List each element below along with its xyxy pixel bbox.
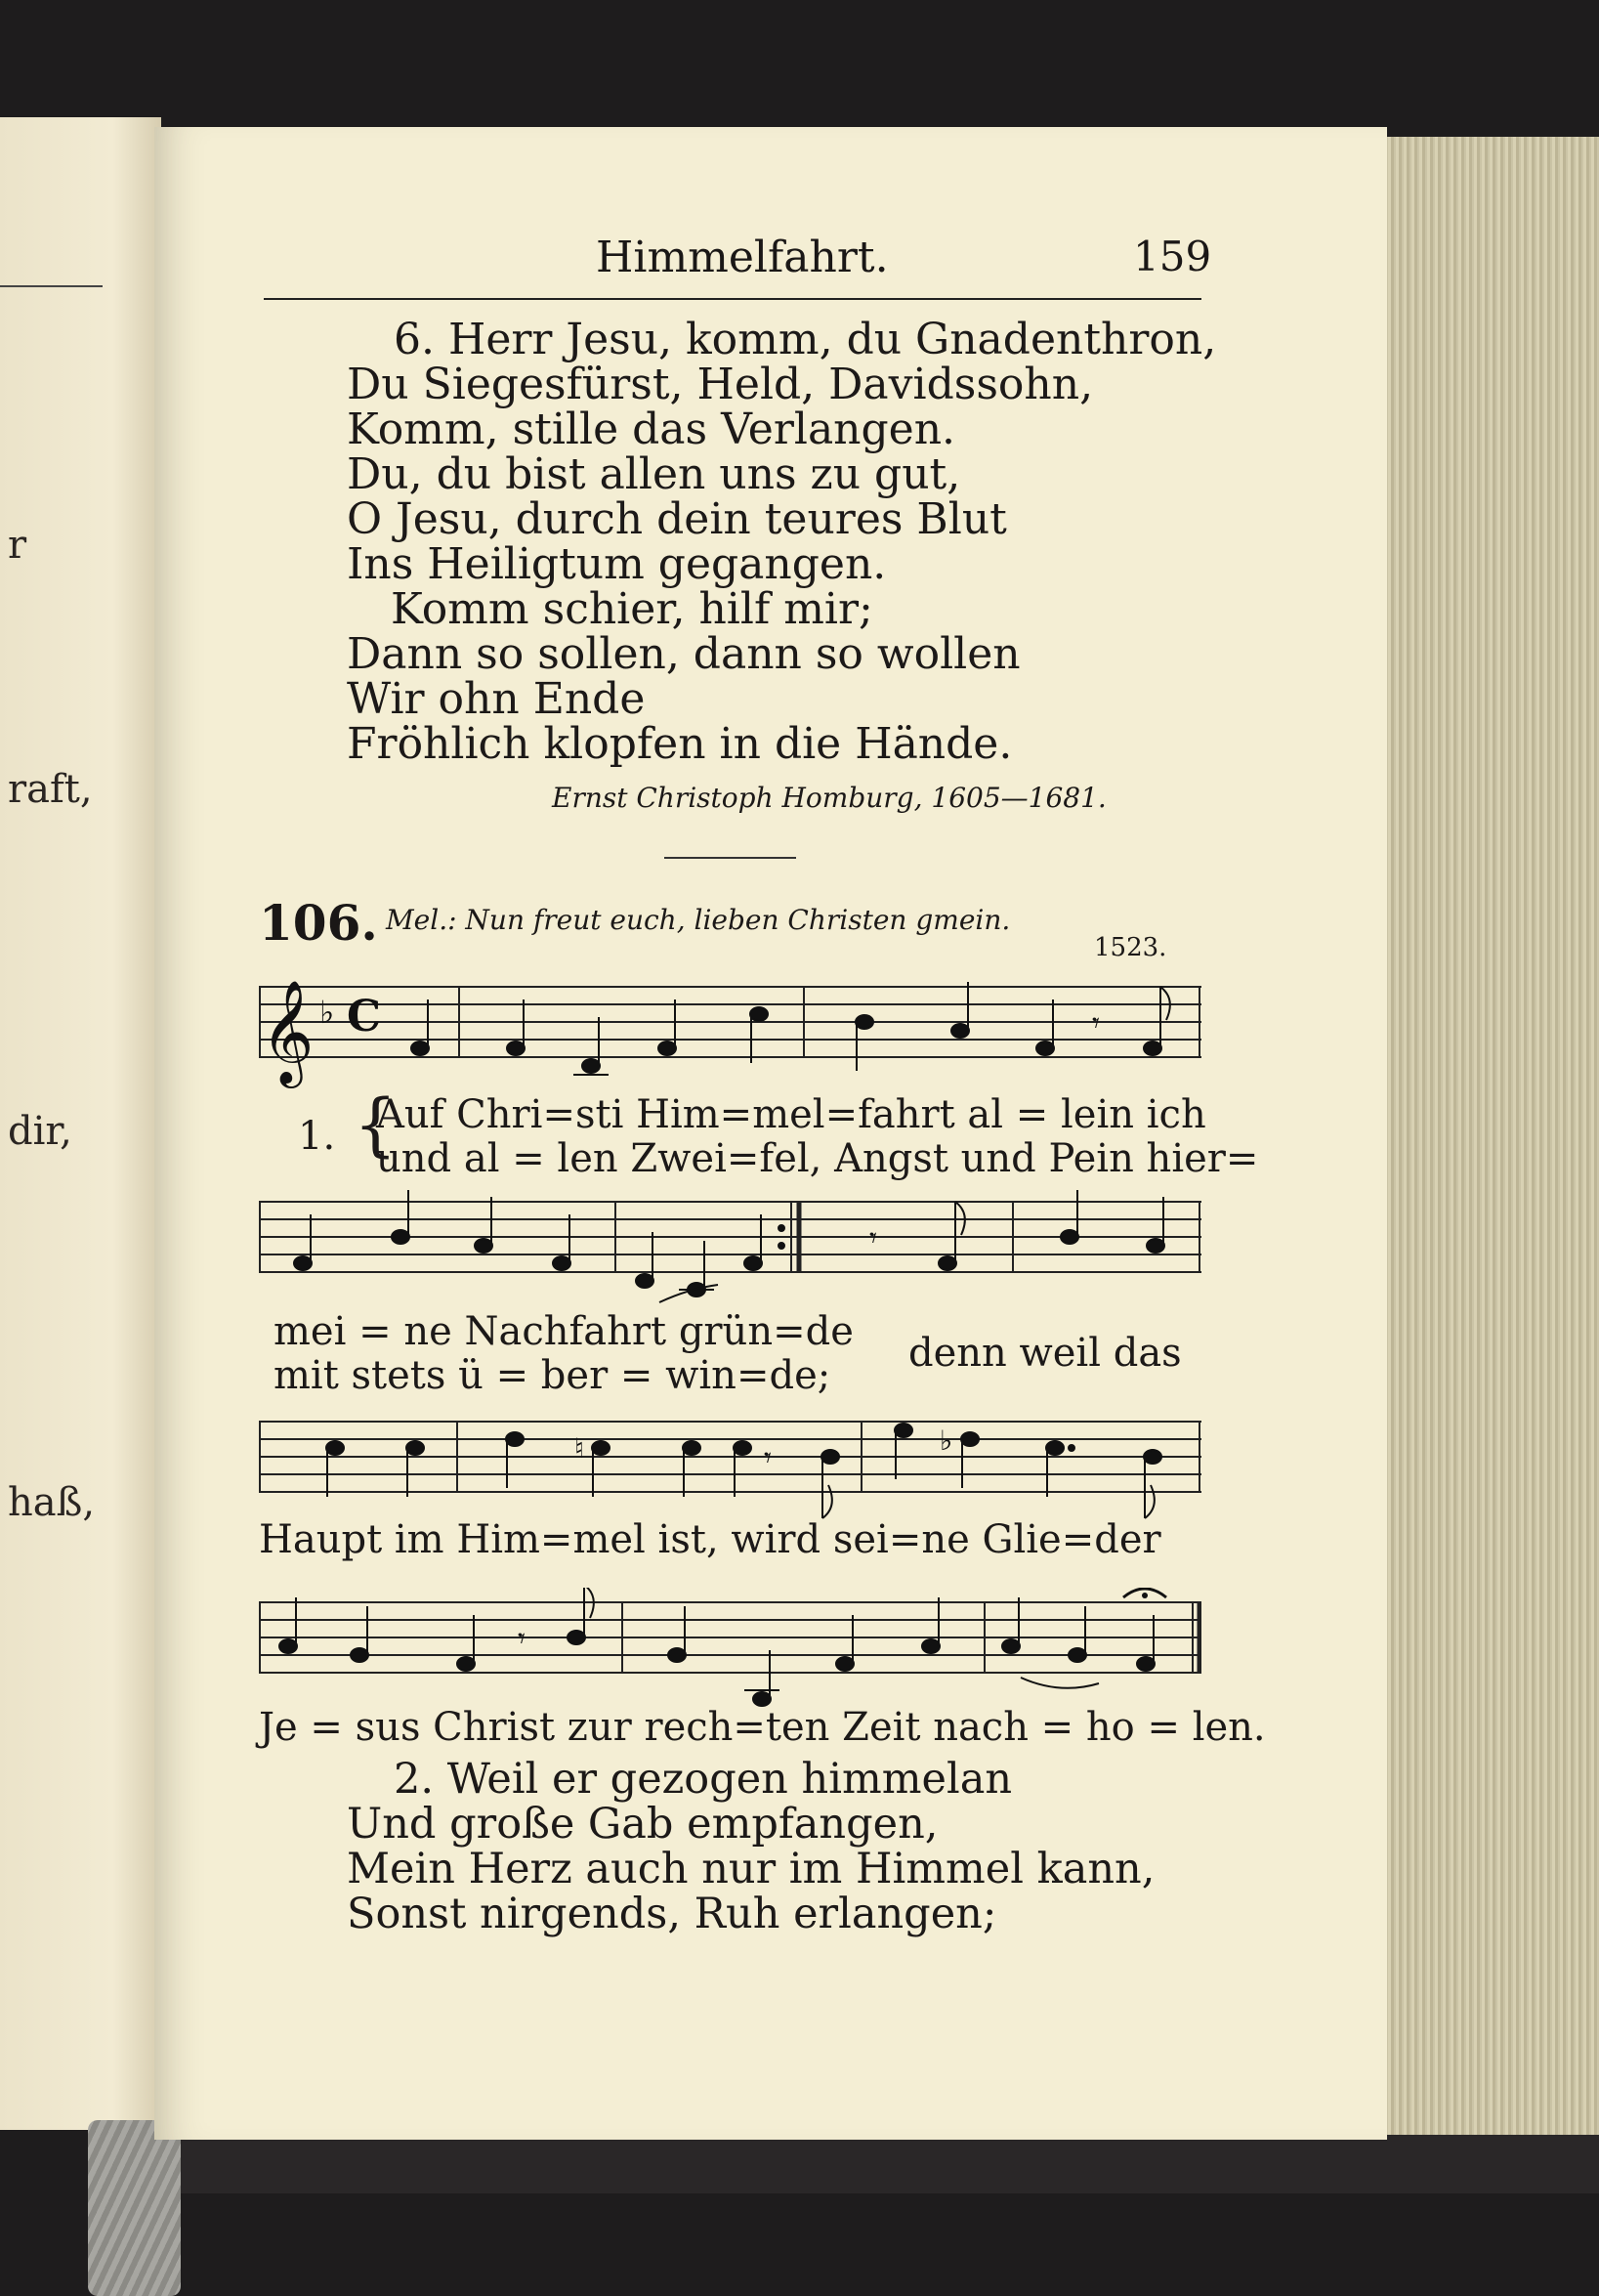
verse-line: Dann so sollen, dann so wollen: [347, 629, 1021, 679]
left-page-edge: [0, 117, 161, 2130]
lyric-line: mit stets ü = ber = win=de;: [274, 1353, 831, 1398]
verse-line: Komm schier, hilf mir;: [391, 584, 873, 634]
bookmark-ribbon: [88, 2120, 181, 2296]
left-page-fragment: dir,: [8, 1109, 72, 1154]
flat-icon: ♭: [319, 994, 335, 1031]
left-page-fragment: haß,: [8, 1480, 96, 1525]
lyric-line: Je = sus Christ zur rech=ten Zeit nach = ho = len.: [259, 1705, 1266, 1750]
page-title: Himmelfahrt.: [596, 233, 889, 282]
music-staff-3: [259, 1407, 1201, 1529]
flat-icon: ♭: [940, 1424, 953, 1457]
left-page-fragment: raft,: [8, 767, 93, 812]
lyric-line: Auf Chri=sti Him=mel=fahrt al = lein ich: [376, 1092, 1206, 1137]
lyric-line: denn weil das: [908, 1331, 1182, 1376]
music-staff-4: [259, 1588, 1201, 1710]
verse-line: Mein Herz auch nur im Himmel kann,: [347, 1845, 1156, 1893]
hymn-number: 106.: [259, 894, 378, 952]
verse-line: Und große Gab empfangen,: [347, 1800, 939, 1849]
left-page-rule: [0, 285, 103, 287]
music-staff-1: [259, 972, 1201, 1094]
author-credit: Ernst Christoph Homburg, 1605—1681.: [552, 782, 1107, 814]
verse-line: Ins Heiligtum gegangen.: [347, 539, 887, 589]
verse-line: Komm, stille das Verlangen.: [347, 404, 956, 454]
lyric-line: und al = len Zwei=fel, Angst und Pein hier=: [376, 1136, 1259, 1181]
stanza-number: 1.: [298, 1114, 336, 1159]
eighth-rest-icon: 𝄾: [869, 1221, 877, 1255]
melody-year: 1523.: [1094, 933, 1167, 962]
melody-reference: Mel.: Nun freut euch, lieben Christen gmein.: [386, 904, 1011, 936]
book-cover-bottom: [147, 2135, 1599, 2193]
stanza-brace-icon: {: [354, 1084, 398, 1165]
lyric-line: mei = ne Nachfahrt grün=de: [274, 1309, 854, 1354]
lyric-line: Haupt im Him=mel ist, wird sei=ne Glie=der: [259, 1517, 1161, 1562]
verse-line: Fröhlich klopfen in die Hände.: [347, 719, 1013, 769]
verse-2: [347, 1757, 1155, 1936]
natural-icon: ♮: [574, 1432, 585, 1465]
treble-clef-icon: 𝄞: [261, 979, 315, 1084]
page-number: 159: [1133, 233, 1212, 280]
eighth-rest-icon: 𝄾: [1092, 1006, 1100, 1041]
verse-line: 6. Herr Jesu, komm, du Gnadenthron,: [394, 315, 1217, 364]
left-page-fragment: r: [8, 523, 27, 568]
verse-line: Sonst nirgends, Ruh erlangen;: [347, 1890, 997, 1938]
music-staff-2: [259, 1187, 1201, 1314]
verse-line: Wir ohn Ende: [347, 674, 646, 724]
header-rule: [264, 298, 1201, 300]
verse-line: 2. Weil er gezogen himmelan: [394, 1755, 1013, 1804]
eighth-rest-icon: 𝄾: [764, 1441, 772, 1475]
separator-rule: [664, 857, 796, 859]
verse-line: O Jesu, durch dein teures Blut: [347, 494, 1007, 544]
eighth-rest-icon: 𝄾: [518, 1622, 526, 1656]
verse-6: [347, 315, 1217, 769]
common-time-icon: C: [347, 992, 382, 1042]
verse-line: Du Siegesfürst, Held, Davidssohn,: [347, 360, 1094, 409]
page-edges: [1372, 137, 1599, 2164]
verse-line: Du, du bist allen uns zu gut,: [347, 449, 961, 499]
